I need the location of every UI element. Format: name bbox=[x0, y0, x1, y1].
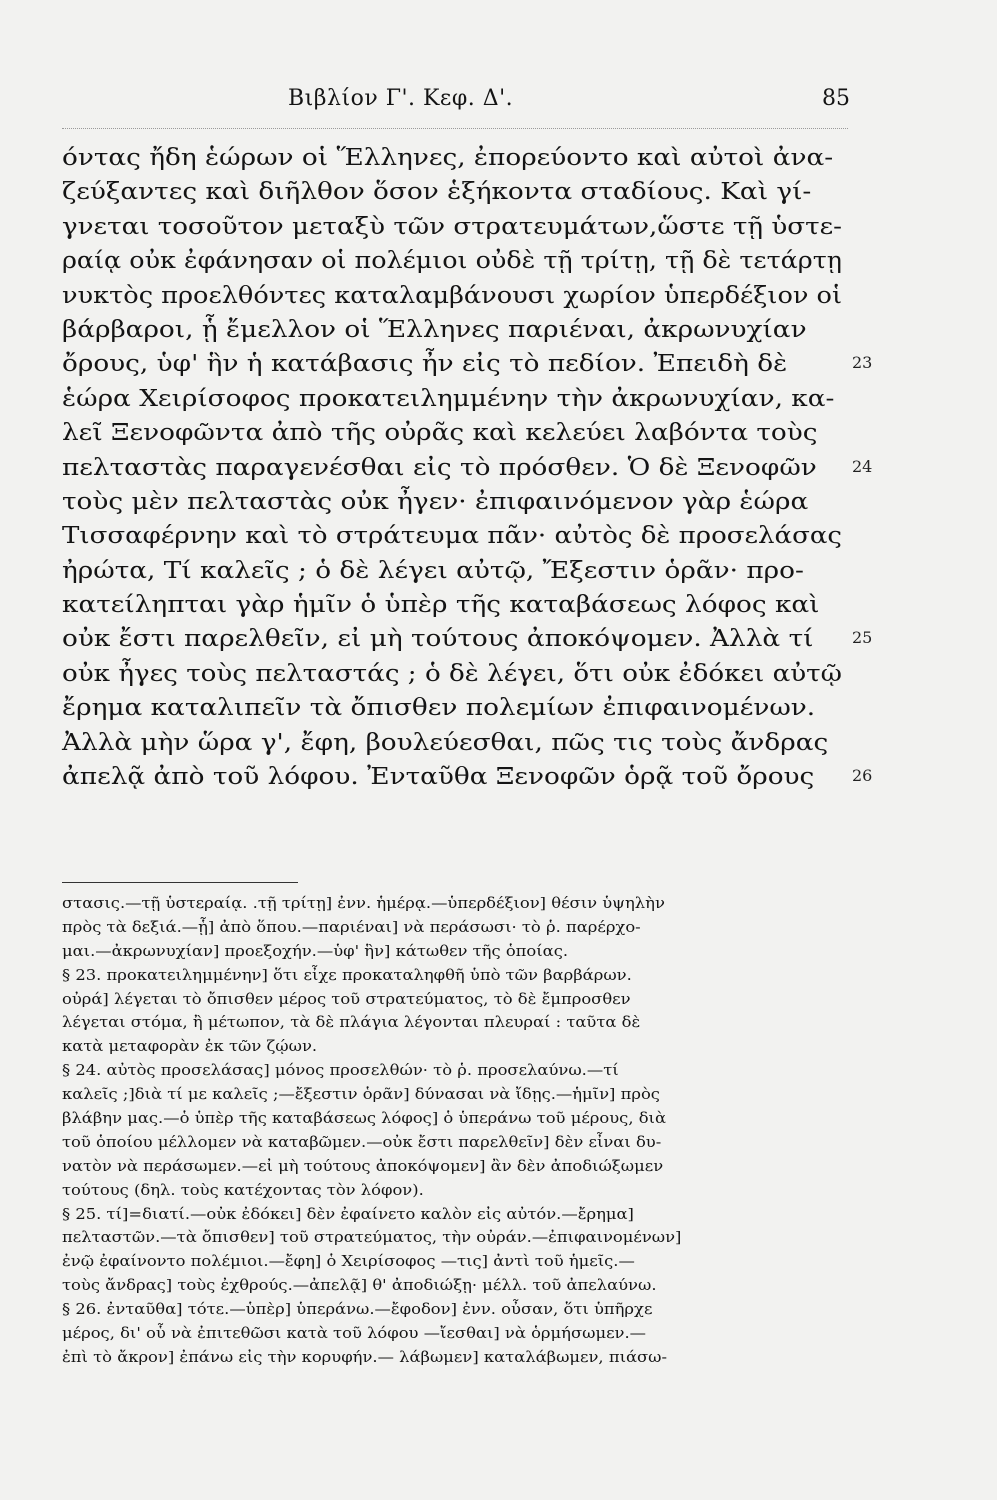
text-line bbox=[62, 621, 873, 655]
note-line-content: τοῦ ὁποίου μέλλομεν νὰ καταβῶμεν.—οὐκ ἔστι παρελθεῖν] δὲν εἶναι δυ- bbox=[62, 1133, 662, 1151]
note-line-content: μαι.—ἀκρωνυχίαν] προεξοχήν.—ὑφ' ἣν] κάτωθεν τῆς ὁποίας. bbox=[62, 942, 569, 960]
note-line bbox=[62, 892, 832, 916]
note-line-content: καλεῖς ;]διὰ τί με καλεῖς ;—ἔξεστιν ὁρᾶν] δύνασαι νὰ ἴδῃς.—ἡμῖν] πρὸς bbox=[62, 1086, 660, 1104]
text-line-content: οὐκ ἔστι παρελθεῖν, εἰ μὴ τούτους ἀποκόψομεν. Ἀλλὰ τί bbox=[62, 624, 814, 653]
note-line bbox=[62, 1298, 832, 1322]
section-number: 24 bbox=[852, 456, 873, 476]
text-line bbox=[62, 690, 848, 724]
note-line bbox=[62, 1274, 832, 1298]
text-line-content: λεῖ Ξενοφῶντα ἀπὸ τῆς οὐρᾶς καὶ κελεύει λαβόντα τοὺς bbox=[62, 418, 818, 447]
note-line-content: § 23. προκατειλημμένην] ὅτι εἶχε προκαταληφθῆ ὑπὸ τῶν βαρβάρων. bbox=[62, 966, 632, 984]
note-line bbox=[62, 916, 832, 940]
note-line bbox=[62, 1107, 832, 1131]
note-line-content: νατὸν νὰ περάσωμεν.—εἰ μὴ τούτους ἀποκόψομεν] ἂν δὲν ἀποδιώξωμεν bbox=[62, 1157, 664, 1175]
text-line bbox=[62, 381, 848, 415]
text-line-content: βάρβαροι, ᾗ ἔμελλον οἱ Ἕλληνες παριέναι, ἀκρωνυχίαν bbox=[62, 314, 807, 343]
note-line bbox=[62, 964, 832, 988]
text-line-content: Τισσαφέρνην καὶ τὸ στράτευμα πᾶν· αὐτὸς δὲ προσελάσας bbox=[62, 521, 842, 550]
note-line-content: § 25. τί]=διατί.—οὐκ ἐδόκει] δὲν ἐφαίνετο καλὸν εἰς αὐτόν.—ἔρημα] bbox=[62, 1205, 634, 1223]
text-line-content: ζεύξαντες καὶ διῆλθον ὅσον ἑξήκοντα σταδίους. Καὶ γί- bbox=[62, 177, 812, 206]
text-line-content: νυκτὸς προελθόντες καταλαμβάνουσι χωρίον ὑπερδέξιον οἱ bbox=[62, 280, 842, 309]
note-line bbox=[62, 1226, 832, 1250]
note-line bbox=[62, 988, 832, 1012]
note-line-content: μέρος, δι' οὗ νὰ ἐπιτεθῶσι κατὰ τοῦ λόφου —ἴεσθαι] νὰ ὁρμήσωμεν.— bbox=[62, 1325, 647, 1343]
note-line bbox=[62, 1155, 832, 1179]
text-line bbox=[62, 209, 848, 243]
text-line-content: όντας ἤδη ἑώρων οἱ Ἕλληνες, ἐπορεύοντο καὶ αὐτοὶ ἀνα- bbox=[62, 143, 834, 171]
text-line bbox=[62, 725, 848, 759]
header-divider bbox=[62, 128, 848, 129]
note-line-content: πελταστῶν.—τὰ ὄπισθεν] τοῦ στρατεύματος, τὴν οὐράν.—ἐπιφαινομένων] bbox=[62, 1229, 682, 1247]
text-line bbox=[62, 450, 873, 484]
note-line-content: πρὸς τὰ δεξιά.—ᾗ] ἀπὸ ὅπου.—παριέναι] νὰ περάσωσι· τὸ ῥ. παρέρχο- bbox=[62, 918, 641, 936]
text-line bbox=[62, 518, 848, 552]
text-line bbox=[62, 312, 848, 346]
text-line bbox=[62, 243, 848, 277]
note-line bbox=[62, 1250, 832, 1274]
note-line bbox=[62, 1035, 832, 1059]
note-line-content: οὐρά] λέγεται τὸ ὄπισθεν μέρος τοῦ στρατεύματος, τὸ δὲ ἔμπροσθεν bbox=[62, 990, 631, 1008]
note-line bbox=[62, 940, 832, 964]
main-text bbox=[62, 140, 873, 793]
text-line-content: γνεται τοσοῦτον μεταξὺ τῶν στρατευμάτων,ὥστε τῇ ὑστε- bbox=[62, 211, 842, 240]
note-line-content: τούτους (δηλ. τοὺς κατέχοντας τὸν λόφον). bbox=[62, 1181, 424, 1199]
text-line bbox=[62, 656, 848, 690]
note-line-content: § 24. αὐτὸς προσελάσας] μόνος προσελθών· τὸ ῥ. προσελαύνω.—τί bbox=[62, 1062, 619, 1080]
text-line-content: πελταστὰς παραγενέσθαι εἰς τὸ πρόσθεν. Ὁ δὲ Ξενοφῶν bbox=[62, 452, 817, 481]
note-line-content: § 26. ἐνταῦθα] τότε.—ὑπὲρ] ὑπεράνω.—ἔφοδον] ἐνν. οὖσαν, ὅτι ὑπῆρχε bbox=[62, 1301, 653, 1319]
section-number: 25 bbox=[852, 628, 873, 648]
footnote-divider bbox=[62, 882, 298, 883]
text-line bbox=[62, 484, 848, 518]
note-line-content: στασις.—τῇ ὑστεραίᾳ. .τῇ τρίτῃ] ἐνν. ἡμέρᾳ.—ὑπερδέξιον] θέσιν ὑψηλὴν bbox=[62, 895, 665, 912]
text-line bbox=[62, 587, 848, 621]
text-line-content: ἔρημα καταλιπεῖν τὰ ὄπισθεν πολεμίων ἐπιφαινομένων. bbox=[62, 693, 816, 722]
text-line bbox=[62, 140, 848, 174]
note-line-content: λέγεται στόμα, ἢ μέτωπον, τὰ δὲ πλάγια λέγονται πλευραί : ταῦτα δὲ bbox=[62, 1014, 641, 1032]
note-line bbox=[62, 1179, 832, 1203]
section-number: 26 bbox=[852, 766, 873, 786]
note-line bbox=[62, 1346, 832, 1370]
text-line-content: ἀπελᾷ ἀπὸ τοῦ λόφου. Ἐνταῦθα Ξενοφῶν ὁρᾷ τοῦ ὄρους bbox=[62, 762, 815, 791]
note-line-content: κατὰ μεταφορὰν ἐκ τῶν ζῴων. bbox=[62, 1038, 318, 1056]
note-line bbox=[62, 1083, 832, 1107]
text-line bbox=[62, 415, 848, 449]
note-line-content: ἐνῷ ἐφαίνοντο πολέμιοι.—ἔφη] ὁ Χειρίσοφος —τις] ἀντὶ τοῦ ἡμεῖς.— bbox=[62, 1253, 635, 1271]
footnotes bbox=[62, 892, 832, 1370]
note-line-content: ἐπὶ τὸ ἄκρον] ἐπάνω εἰς τὴν κορυφήν.— λάβωμεν] καταλάβωμεν, πιάσω- bbox=[62, 1348, 668, 1366]
note-line bbox=[62, 1059, 832, 1083]
text-line-content: ἠρώτα, Τί καλεῖς ; ὁ δὲ λέγει αὐτῷ, Ἔξεστιν ὁρᾶν· προ- bbox=[62, 555, 804, 584]
page-number: 85 bbox=[822, 86, 850, 111]
text-line bbox=[62, 174, 848, 208]
note-line bbox=[62, 1322, 832, 1346]
note-line bbox=[62, 1011, 832, 1035]
text-line bbox=[62, 346, 873, 380]
note-line-content: βλάβην μας.—ὁ ὑπὲρ τῆς καταβάσεως λόφος] ὁ ὑπεράνω τοῦ μέρους, διὰ bbox=[62, 1110, 667, 1128]
text-line-content: Ἀλλὰ μὴν ὥρα γ', ἔφη, βουλεύεσθαι, πῶς τις τοὺς ἄνδρας bbox=[62, 727, 829, 756]
page-header bbox=[62, 86, 852, 120]
note-line bbox=[62, 1131, 832, 1155]
running-head: Βιβλίον Γ'. Κεφ. Δ'. bbox=[288, 86, 514, 111]
text-line bbox=[62, 553, 848, 587]
text-line-content: ραίᾳ οὐκ ἐφάνησαν οἱ πολέμιοι οὐδὲ τῇ τρίτῃ, τῇ δὲ τετάρτῃ bbox=[62, 246, 842, 275]
section-number: 23 bbox=[852, 353, 873, 373]
note-line-content: τοὺς ἄνδρας] τοὺς ἐχθρούς.—ἀπελᾷ] θ' ἀποδιώξῃ· μέλλ. τοῦ ἀπελαύνω. bbox=[62, 1277, 657, 1295]
text-line-content: οὐκ ἦγες τοὺς πελταστάς ; ὁ δὲ λέγει, ὅτι οὐκ ἐδόκει αὐτῷ bbox=[62, 658, 842, 687]
text-line bbox=[62, 759, 873, 793]
text-line bbox=[62, 278, 848, 312]
text-line-content: ὄρους, ὑφ' ἣν ἡ κατάβασις ἦν εἰς τὸ πεδίον. Ἐπειδὴ δὲ bbox=[62, 349, 788, 378]
text-line-content: τοὺς μὲν πελταστὰς οὐκ ἦγεν· ἐπιφαινόμενον γὰρ ἑώρα bbox=[62, 486, 809, 515]
text-line-content: ἑώρα Χειρίσοφος προκατειλημμένην τὴν ἀκρωνυχίαν, κα- bbox=[62, 383, 835, 412]
note-line bbox=[62, 1203, 832, 1227]
text-line-content: κατείληπται γὰρ ἡμῖν ὁ ὑπὲρ τῆς καταβάσεως λόφος καὶ bbox=[62, 590, 820, 619]
